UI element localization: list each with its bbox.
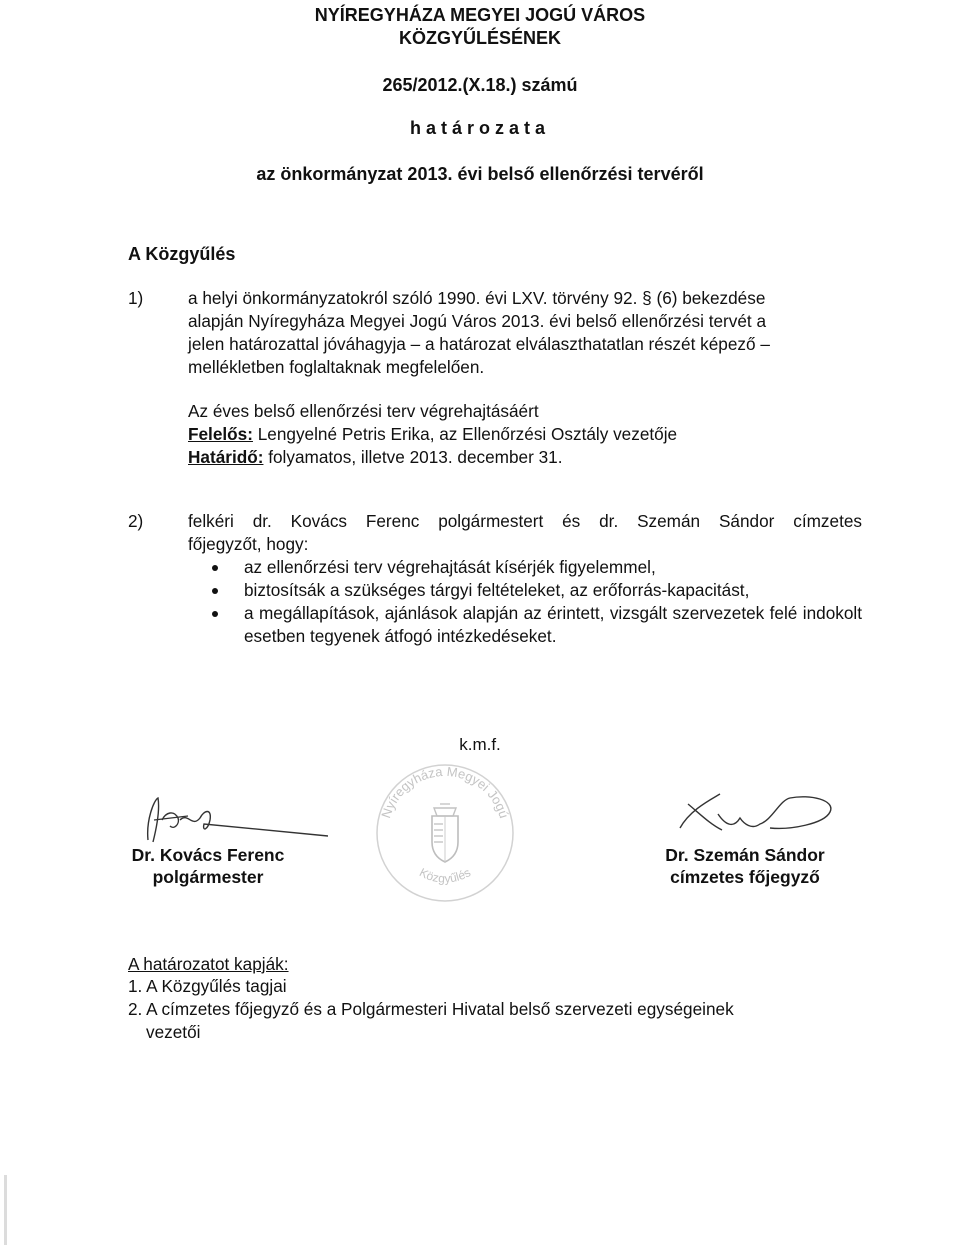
scan-edge-mark: [4, 1175, 7, 1245]
bullet-text: az ellenőrzési terv végrehajtását kísérjék figyelemmel,: [244, 557, 656, 577]
council-name: NYÍREGYHÁZA MEGYEI JOGÚ VÁROS: [314, 5, 646, 25]
resolution-number: 265/2012.(X.18.) számú: [382, 75, 578, 95]
left-signatory-title: polgármester: [152, 867, 264, 887]
official-stamp: [370, 758, 520, 908]
recipient-item-2-continued: vezetői: [146, 1022, 201, 1042]
stamp-top-text: Nyíregyháza Megyei Jogú: [378, 763, 512, 820]
responsibility-intro: Az éves belső ellenőrzési terv végrehajtásáért: [188, 401, 539, 421]
stamp-bottom-text: Közgyűlés: [417, 865, 473, 886]
responsible-label: Felelős:: [188, 424, 253, 444]
svg-text:Közgyűlés: [417, 865, 473, 885]
responsible-line: [188, 423, 677, 446]
item-1-line-4: mellékletben foglaltaknak megfelelően.: [188, 357, 485, 377]
deadline-label: Határidő:: [188, 447, 264, 467]
assembly-heading: A Közgyűlés: [128, 244, 236, 264]
bullet-text: a megállapítások, ajánlások alapján az érintett, vizsgált szervezetek felé indokolt esetben tegyenek átfogó intézkedéseket.: [244, 603, 862, 646]
right-signatory-title: címzetes főjegyző: [670, 867, 820, 887]
recipient-item-2: 2. A címzetes főjegyző és a Polgármesteri Hivatal belső szervezeti egységeinek: [128, 999, 734, 1019]
bullet-text: biztosítsák a szükséges tárgyi feltételeket, az erőforrás-kapacitást,: [244, 580, 750, 600]
council-name-line2: KÖZGYŰLÉSÉNEK: [398, 28, 562, 48]
kmf-label: k.m.f.: [459, 735, 501, 754]
item-2-line-2: főjegyzőt, hogy:: [188, 534, 309, 554]
left-signatory-name: Dr. Kovács Ferenc: [131, 845, 285, 865]
document-type: határozata: [409, 118, 551, 138]
signature-left: [118, 790, 328, 850]
bullet-icon: [212, 588, 218, 594]
recipient-item-1: 1. A Közgyűlés tagjai: [128, 976, 287, 996]
right-signatory-name: Dr. Szemán Sándor: [665, 845, 825, 865]
svg-text:Nyíregyháza Megyei Jogú: [378, 764, 512, 820]
recipients-heading: A határozatot kapják:: [128, 954, 289, 974]
item-1-line-3: jelen határozattal jóváhagyja – a határozat elválaszthatatlan részét képező –: [188, 334, 770, 354]
deadline-line: [188, 446, 563, 469]
deadline-value: folyamatos, illetve 2013. december 31.: [263, 447, 563, 467]
item-1-line-2: alapján Nyíregyháza Megyei Jogú Város 2013. évi belső ellenőrzési tervét a: [188, 311, 767, 331]
responsible-value: Lengyelné Petris Erika, az Ellenőrzési Osztály vezetője: [252, 424, 678, 444]
item-1-number: 1): [128, 288, 144, 308]
coat-of-arms-icon: [432, 804, 458, 862]
bullet-icon: [212, 611, 218, 617]
bullet-icon: [212, 565, 218, 571]
resolution-subject: az önkormányzat 2013. évi belső ellenőrzési tervéről: [256, 164, 704, 184]
item-2-line-1: felkéri dr. Kovács Ferenc polgármestert és dr. Szemán Sándor címzetes: [188, 511, 862, 531]
item-2-number: 2): [128, 511, 144, 531]
signature-right: [660, 780, 850, 840]
item-1-line-1: a helyi önkormányzatokról szóló 1990. évi LXV. törvény 92. § (6) bekezdése: [188, 288, 766, 308]
